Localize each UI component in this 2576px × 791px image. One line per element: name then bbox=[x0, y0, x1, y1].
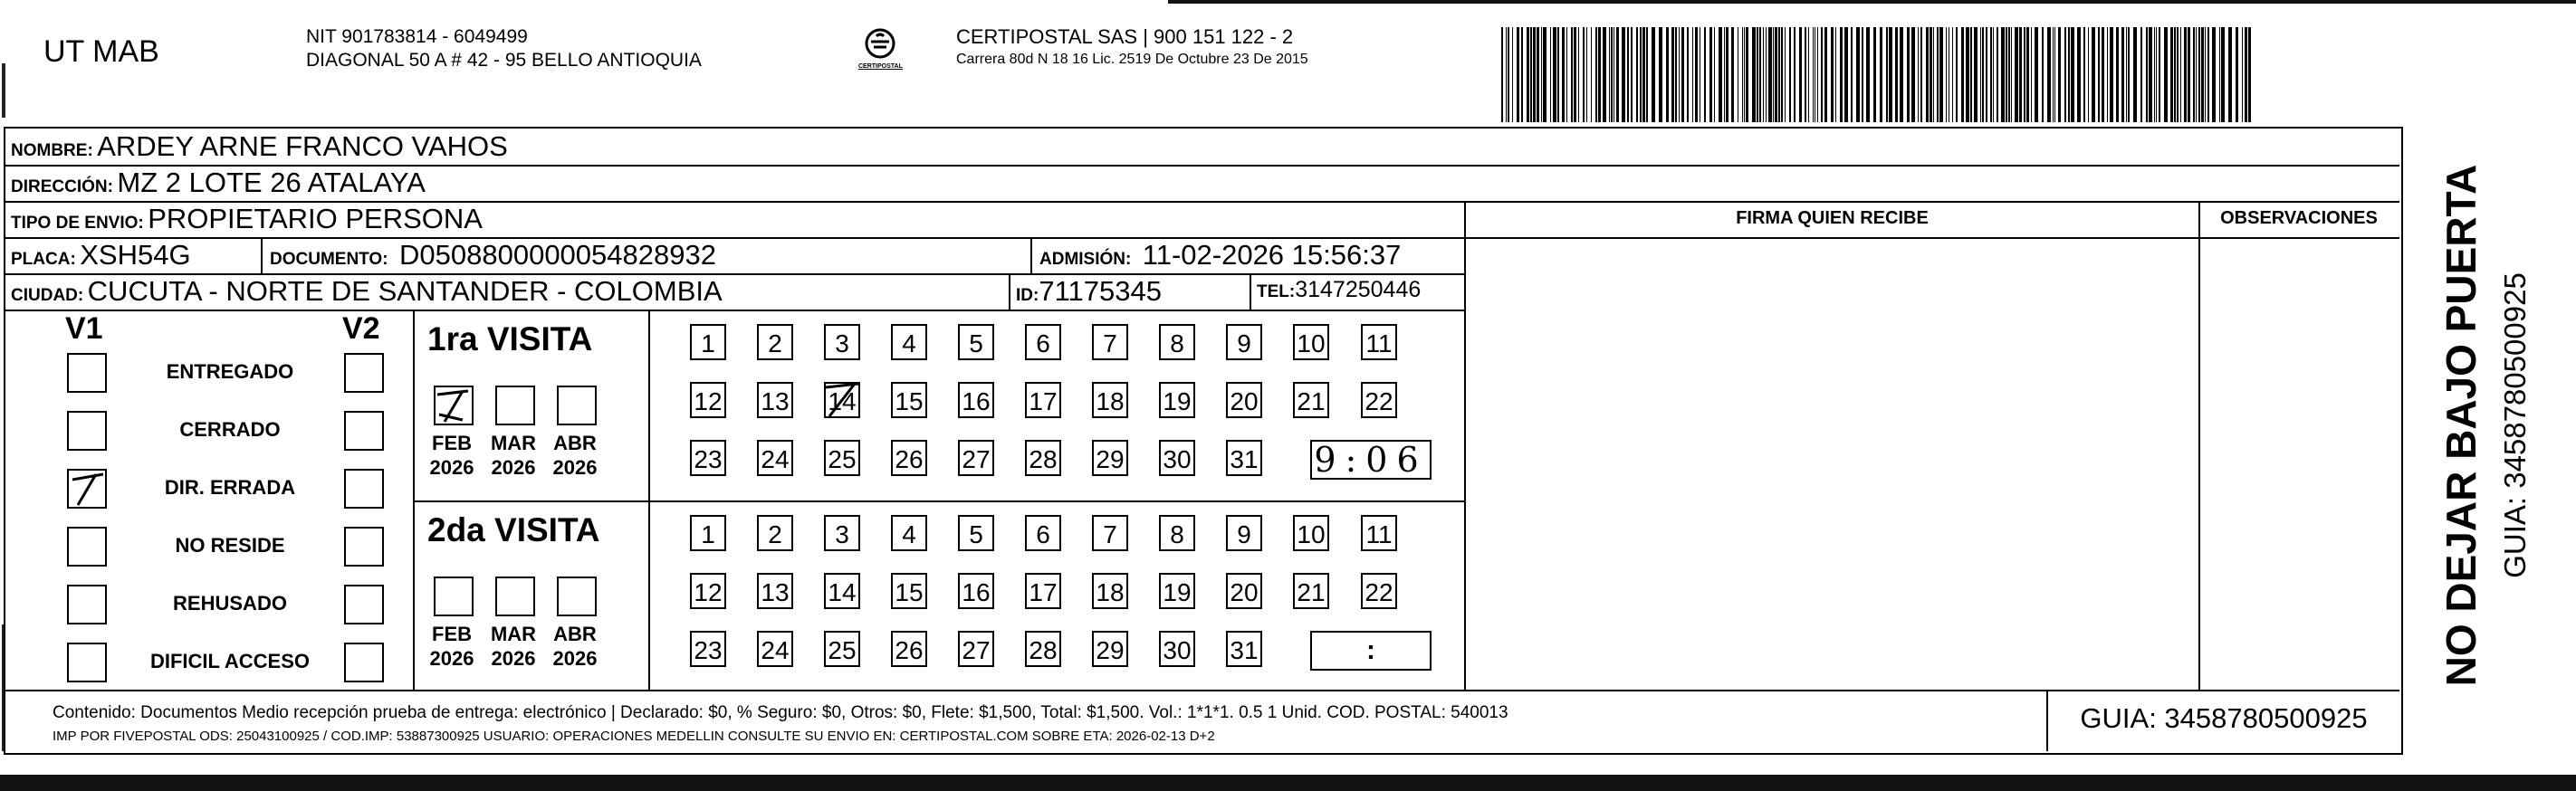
admision-cell bbox=[1039, 239, 1401, 272]
day-box[interactable]: 21 bbox=[1293, 573, 1329, 609]
check-mark-icon bbox=[69, 471, 105, 507]
month-name: ABR bbox=[553, 432, 597, 454]
documento-value: D0508800000054828932 bbox=[399, 239, 716, 271]
status-divider bbox=[413, 310, 415, 690]
day-box[interactable]: 3 bbox=[824, 324, 860, 360]
day-mark-icon bbox=[824, 382, 860, 418]
day-box[interactable]: 28 bbox=[1025, 440, 1061, 476]
id-label: ID: bbox=[1016, 286, 1039, 305]
day-box[interactable]: 24 bbox=[757, 631, 793, 667]
nombre-value: ARDEY ARNE FRANCO VAHOS bbox=[97, 130, 508, 162]
footer-imp: IMP POR FIVEPOSTAL ODS: 25043100925 / COD.IMP: 53887300925 USUARIO: OPERACIONES MEDELLIN CONSULTE SU ENVIO EN: CERTIPOSTAL.COM SOBRE ETA: 2026-02-13 D+2 bbox=[53, 729, 1215, 744]
admision-label: ADMISIÓN: bbox=[1039, 250, 1132, 269]
time-box[interactable]: : bbox=[1310, 631, 1432, 671]
observaciones-area[interactable] bbox=[2200, 237, 2398, 690]
direccion-value: MZ 2 LOTE 26 ATALAYA bbox=[117, 167, 426, 198]
months-divider bbox=[648, 310, 650, 690]
month-name: ABR bbox=[553, 623, 597, 645]
month-checkbox-mar[interactable] bbox=[495, 386, 535, 425]
side-title: NO DEJAR BAJO PUERTA bbox=[2437, 164, 2485, 687]
day-box[interactable]: 8 bbox=[1159, 324, 1195, 360]
day-box[interactable]: 7 bbox=[1092, 515, 1128, 551]
company-nit: NIT 901783814 - 6049499 bbox=[306, 26, 528, 47]
day-box[interactable]: 12 bbox=[690, 573, 726, 609]
month-year: 2026 bbox=[552, 647, 598, 670]
day-box[interactable]: 10 bbox=[1293, 324, 1329, 360]
status-checkbox-v2[interactable] bbox=[344, 469, 384, 509]
id-value: 71175345 bbox=[1039, 275, 1162, 307]
day-box[interactable]: 8 bbox=[1159, 515, 1195, 551]
certipostal-logo-icon bbox=[858, 24, 902, 67]
day-box[interactable]: 29 bbox=[1092, 631, 1128, 667]
day-box[interactable]: 24 bbox=[757, 440, 793, 476]
tipo-envio-row bbox=[11, 203, 483, 235]
tel-cell bbox=[1257, 277, 1421, 303]
status-checkbox-v2[interactable] bbox=[344, 585, 384, 624]
day-box[interactable]: 26 bbox=[891, 631, 927, 667]
certipostal-license: Carrera 80d N 18 16 Lic. 2519 De Octubre 23 De 2015 bbox=[956, 52, 1308, 67]
nombre-row bbox=[11, 130, 508, 163]
row-divider bbox=[4, 690, 2399, 691]
tipo-envio-label: TIPO DE ENVIO: bbox=[11, 214, 144, 233]
day-box[interactable]: 2 bbox=[757, 515, 793, 551]
month-name: MAR bbox=[490, 432, 537, 454]
certipostal-name: CERTIPOSTAL SAS | 900 151 122 - 2 bbox=[956, 25, 1294, 48]
month-checkbox-feb[interactable] bbox=[434, 386, 474, 425]
day-box[interactable]: 18 bbox=[1092, 573, 1128, 609]
scan-edge-bottom bbox=[0, 775, 2576, 791]
status-checkbox-v1[interactable] bbox=[67, 353, 107, 393]
ciudad-label: CIUDAD: bbox=[11, 286, 84, 305]
day-box[interactable]: 11 bbox=[1361, 515, 1397, 551]
month-name: MAR bbox=[490, 623, 537, 645]
firma-header: FIRMA QUIEN RECIBE bbox=[1736, 208, 1929, 228]
logo-caption: CERTIPOSTAL bbox=[858, 63, 903, 70]
day-box[interactable]: 27 bbox=[958, 631, 994, 667]
day-box[interactable]: 3 bbox=[824, 515, 860, 551]
day-box[interactable]: 13 bbox=[757, 382, 793, 418]
day-box[interactable]: 23 bbox=[690, 440, 726, 476]
placa-label: PLACA: bbox=[11, 250, 76, 269]
month-checkbox-mar[interactable] bbox=[495, 577, 535, 616]
admision-divider bbox=[1030, 237, 1032, 273]
placa-value: XSH54G bbox=[80, 239, 191, 271]
tel-label: TEL: bbox=[1257, 282, 1296, 301]
barcode-graphic bbox=[1501, 27, 2253, 122]
day-box[interactable]: 12 bbox=[690, 382, 726, 418]
day-box[interactable]: 18 bbox=[1092, 382, 1128, 418]
status-checkbox-v2[interactable] bbox=[344, 411, 384, 451]
tel-value: 3147250446 bbox=[1295, 277, 1422, 302]
status-label: CERRADO bbox=[179, 418, 281, 441]
day-box[interactable]: 15 bbox=[891, 382, 927, 418]
month-year: 2026 bbox=[429, 456, 474, 479]
day-box[interactable]: 27 bbox=[958, 440, 994, 476]
certipostal-logo bbox=[858, 24, 902, 70]
direccion-row bbox=[11, 167, 426, 199]
v1-label: V1 bbox=[65, 311, 103, 346]
visit-title: 1ra VISITA bbox=[427, 320, 593, 357]
v2-label: V2 bbox=[342, 311, 380, 346]
month-name: FEB bbox=[432, 623, 472, 645]
day-box[interactable]: 14 bbox=[824, 382, 860, 418]
status-checkbox-v2[interactable] bbox=[344, 353, 384, 393]
day-box[interactable]: 15 bbox=[891, 573, 927, 609]
day-box[interactable]: 20 bbox=[1226, 573, 1262, 609]
company-address: DIAGONAL 50 A # 42 - 95 BELLO ANTIOQUIA bbox=[306, 50, 702, 71]
day-box[interactable]: 14 bbox=[824, 573, 860, 609]
visit-title: 2da VISITA bbox=[427, 511, 600, 548]
day-box[interactable]: 2 bbox=[757, 324, 793, 360]
month-checkbox-abr[interactable] bbox=[557, 577, 597, 616]
day-box[interactable]: 30 bbox=[1159, 440, 1195, 476]
day-box[interactable]: 1 bbox=[690, 515, 726, 551]
day-box[interactable]: 31 bbox=[1226, 440, 1262, 476]
day-box[interactable]: 9 bbox=[1226, 515, 1262, 551]
status-label: REHUSADO bbox=[173, 592, 287, 615]
footer-guia: GUIA: 3458780500925 bbox=[2080, 702, 2368, 734]
scan-edge-left bbox=[2, 63, 5, 118]
day-box[interactable]: 6 bbox=[1025, 515, 1061, 551]
status-checkbox-v2[interactable] bbox=[344, 643, 384, 682]
month-year: 2026 bbox=[429, 647, 474, 670]
day-box[interactable]: 7 bbox=[1092, 324, 1128, 360]
day-box[interactable]: 23 bbox=[690, 631, 726, 667]
month-year: 2026 bbox=[491, 647, 536, 670]
tel-divider bbox=[1250, 273, 1251, 310]
observaciones-header: OBSERVACIONES bbox=[2220, 208, 2378, 228]
status-label: NO RESIDE bbox=[175, 534, 285, 557]
status-label: DIFICIL ACCESO bbox=[149, 650, 310, 672]
day-box[interactable]: 19 bbox=[1159, 573, 1195, 609]
id-divider bbox=[1009, 273, 1010, 310]
status-checkbox-v1[interactable] bbox=[67, 411, 107, 451]
signature-area[interactable] bbox=[1466, 237, 2198, 690]
id-cell bbox=[1016, 275, 1162, 308]
day-box[interactable]: 11 bbox=[1361, 324, 1397, 360]
status-checkbox-v1[interactable] bbox=[67, 585, 107, 624]
day-box[interactable]: 25 bbox=[824, 440, 860, 476]
day-box[interactable]: 4 bbox=[891, 515, 927, 551]
day-box[interactable]: 17 bbox=[1025, 382, 1061, 418]
day-box[interactable]: 22 bbox=[1361, 573, 1397, 609]
day-box[interactable]: 5 bbox=[958, 515, 994, 551]
day-box[interactable]: 28 bbox=[1025, 631, 1061, 667]
documento-cell bbox=[270, 239, 716, 272]
nombre-label: NOMBRE: bbox=[11, 141, 93, 160]
day-box[interactable]: 10 bbox=[1293, 515, 1329, 551]
time-box[interactable]: 9:06 bbox=[1310, 440, 1432, 480]
placa-divider bbox=[261, 237, 263, 273]
day-box[interactable]: 13 bbox=[757, 573, 793, 609]
month-year: 2026 bbox=[491, 456, 536, 479]
footer-contenido: Contenido: Documentos Medio recepción prueba de entrega: electrónico | Declarado: $0, % Seguro: $0, Otros: $0, Flete: $1,500, Total: $1,500. Vol.: 1*1*1. 0.5 1 Unid. COD. POSTAL: 540013 bbox=[53, 703, 1508, 722]
day-box[interactable]: 19 bbox=[1159, 382, 1195, 418]
day-box[interactable]: 26 bbox=[891, 440, 927, 476]
day-box[interactable]: 1 bbox=[690, 324, 726, 360]
day-box[interactable]: 30 bbox=[1159, 631, 1195, 667]
visit-divider bbox=[413, 500, 1466, 502]
day-box[interactable]: 5 bbox=[958, 324, 994, 360]
status-checkbox-v1[interactable] bbox=[67, 643, 107, 682]
admision-value: 11-02-2026 15:56:37 bbox=[1142, 239, 1402, 271]
scan-edge-top bbox=[1168, 0, 2576, 4]
day-box[interactable]: 20 bbox=[1226, 382, 1262, 418]
placa-cell bbox=[11, 239, 191, 272]
ciudad-cell bbox=[11, 275, 723, 308]
month-checkbox-abr[interactable] bbox=[557, 386, 597, 425]
day-box[interactable]: 22 bbox=[1361, 382, 1397, 418]
day-box[interactable]: 9 bbox=[1226, 324, 1262, 360]
day-box[interactable]: 4 bbox=[891, 324, 927, 360]
status-checkbox-v2[interactable] bbox=[344, 527, 384, 567]
row-divider bbox=[4, 310, 1466, 311]
status-checkbox-v1[interactable] bbox=[67, 469, 107, 509]
tipo-envio-value: PROPIETARIO PERSONA bbox=[148, 203, 483, 234]
status-label: DIR. ERRADA bbox=[164, 476, 296, 499]
barcode-icon bbox=[1501, 27, 2253, 122]
day-box[interactable]: 21 bbox=[1293, 382, 1329, 418]
day-box[interactable]: 29 bbox=[1092, 440, 1128, 476]
month-year: 2026 bbox=[552, 456, 598, 479]
company-name: UT MAB bbox=[43, 34, 159, 69]
ciudad-value: CUCUTA - NORTE DE SANTANDER - COLOMBIA bbox=[87, 275, 723, 307]
day-box[interactable]: 6 bbox=[1025, 324, 1061, 360]
day-box[interactable]: 16 bbox=[958, 573, 994, 609]
day-box[interactable]: 16 bbox=[958, 382, 994, 418]
check-mark-icon bbox=[436, 387, 472, 424]
day-box[interactable]: 25 bbox=[824, 631, 860, 667]
day-box[interactable]: 17 bbox=[1025, 573, 1061, 609]
status-checkbox-v1[interactable] bbox=[67, 527, 107, 567]
day-box[interactable]: 31 bbox=[1226, 631, 1262, 667]
month-name: FEB bbox=[432, 432, 472, 454]
side-guia: GUIA: 3458780500925 bbox=[2498, 272, 2532, 578]
documento-label: DOCUMENTO: bbox=[270, 250, 388, 269]
status-label: ENTREGADO bbox=[166, 360, 294, 383]
direccion-label: DIRECCIÓN: bbox=[11, 177, 113, 196]
month-checkbox-feb[interactable] bbox=[434, 577, 474, 616]
